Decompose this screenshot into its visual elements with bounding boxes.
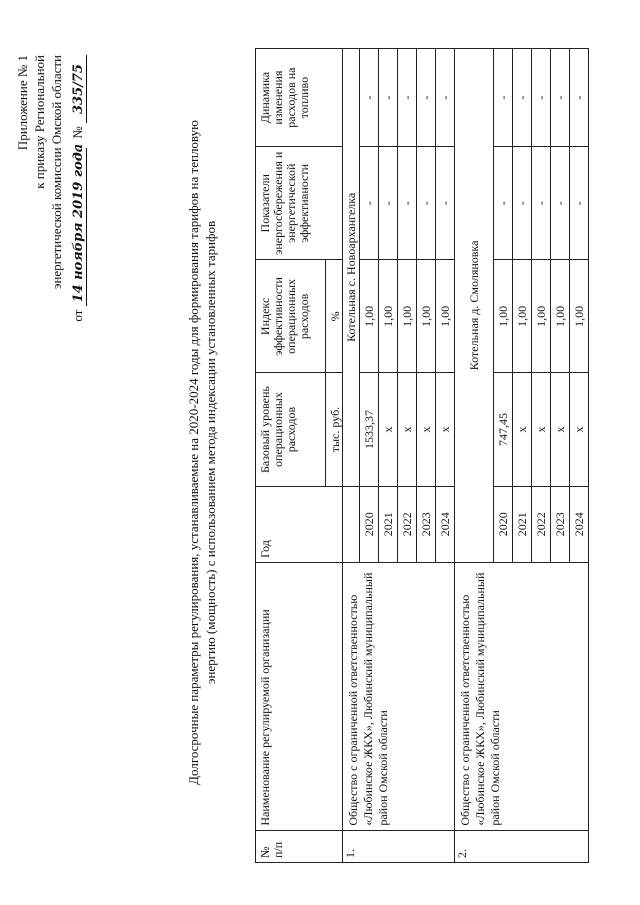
handwritten-date: 14 ноября 2019 года xyxy=(71,148,87,306)
energy-cell: - xyxy=(494,147,513,260)
year-cell: 2021 xyxy=(513,486,532,562)
energy-cell: - xyxy=(398,147,417,260)
header-index-unit: % xyxy=(326,260,343,373)
energy-cell: - xyxy=(360,147,379,260)
base-cell: x xyxy=(379,373,398,486)
base-cell: x xyxy=(398,373,417,486)
base-cell: x xyxy=(417,373,436,486)
title-line-1: Долгосрочные параметры регулирования, устанавливаемые на 2020-2024 годы для формирования тарифов на тепловую xyxy=(186,120,201,785)
energy-cell: - xyxy=(379,147,398,260)
base-cell: x xyxy=(551,373,570,486)
year-cell: 2020 xyxy=(360,486,379,562)
year-cell: 2020 xyxy=(494,486,513,562)
index-cell: 1,00 xyxy=(532,260,551,373)
appendix-order-ref: к приказу Региональной xyxy=(32,55,47,189)
energy-cell: - xyxy=(417,147,436,260)
header-base-unit: тыс. руб. xyxy=(326,373,343,486)
header-index: Индекс эффективности операционных расходов xyxy=(256,260,326,373)
index-cell: 1,00 xyxy=(494,260,513,373)
energy-cell: - xyxy=(570,147,589,260)
header-energy: Показатели энергосбережения и энергетической эффективности xyxy=(256,147,343,260)
base-cell: x xyxy=(436,373,455,486)
energy-cell: - xyxy=(513,147,532,260)
org-2-section: Котельная д. Смоляновка xyxy=(455,49,494,563)
dynamics-cell: - xyxy=(551,49,570,147)
org-1-name: Общество с ограниченной ответственностью «Любинское ЖКХ», Любинский муниципальный район Омской области xyxy=(343,562,455,830)
appendix-number: Приложение № 1 xyxy=(15,55,30,151)
energy-cell: - xyxy=(551,147,570,260)
base-cell: x xyxy=(532,373,551,486)
dynamics-cell: - xyxy=(532,49,551,147)
dynamics-cell: - xyxy=(417,49,436,147)
appendix-commission: энергетической комиссии Омской области xyxy=(49,55,64,290)
energy-cell: - xyxy=(436,147,455,260)
org-2-name: Общество с ограниченной ответственностью «Любинское ЖКХ», Любинский муниципальный район Омской области xyxy=(455,562,589,830)
appendix-header xyxy=(14,55,87,322)
index-cell: 1,00 xyxy=(379,260,398,373)
parameters-table xyxy=(255,48,589,863)
year-cell: 2023 xyxy=(551,486,570,562)
year-cell: 2023 xyxy=(417,486,436,562)
org-1-num: 1. xyxy=(343,830,455,862)
base-cell: x xyxy=(570,373,589,486)
index-cell: 1,00 xyxy=(417,260,436,373)
year-cell: 2022 xyxy=(398,486,417,562)
year-cell: 2024 xyxy=(436,486,455,562)
from-label: от xyxy=(70,309,85,322)
energy-cell: - xyxy=(532,147,551,260)
index-cell: 1,00 xyxy=(570,260,589,373)
base-cell: 1533,37 xyxy=(360,373,379,486)
dynamics-cell: - xyxy=(436,49,455,147)
org-2-num: 2. xyxy=(455,830,589,862)
dynamics-cell: - xyxy=(570,49,589,147)
year-cell: 2022 xyxy=(532,486,551,562)
handwritten-number: 335/75 xyxy=(71,55,87,123)
index-cell: 1,00 xyxy=(360,260,379,373)
dynamics-cell: - xyxy=(494,49,513,147)
header-dynamics: Динамика изменения расходов на топливо xyxy=(256,49,343,147)
dynamics-cell: - xyxy=(398,49,417,147)
base-cell: x xyxy=(513,373,532,486)
year-cell: 2024 xyxy=(570,486,589,562)
dynamics-cell: - xyxy=(360,49,379,147)
index-cell: 1,00 xyxy=(513,260,532,373)
index-cell: 1,00 xyxy=(436,260,455,373)
header-org: Наименование регулируемой организации xyxy=(256,562,343,830)
appendix-date-line xyxy=(69,55,87,322)
title-line-2: энергию (мощность) с использованием метода индексации установленных тарифов xyxy=(203,220,218,685)
document-title xyxy=(185,0,219,905)
dynamics-cell: - xyxy=(379,49,398,147)
header-num: № п/п xyxy=(256,830,343,862)
base-cell: 747,45 xyxy=(494,373,513,486)
year-cell: 2021 xyxy=(379,486,398,562)
number-label: № xyxy=(70,126,85,139)
dynamics-cell: - xyxy=(513,49,532,147)
index-cell: 1,00 xyxy=(398,260,417,373)
org-1-section: Котельная с. Новоархангелка xyxy=(343,49,360,487)
header-year: Год xyxy=(256,486,343,562)
index-cell: 1,00 xyxy=(551,260,570,373)
header-base: Базовый уровень операционных расходов xyxy=(256,373,326,486)
